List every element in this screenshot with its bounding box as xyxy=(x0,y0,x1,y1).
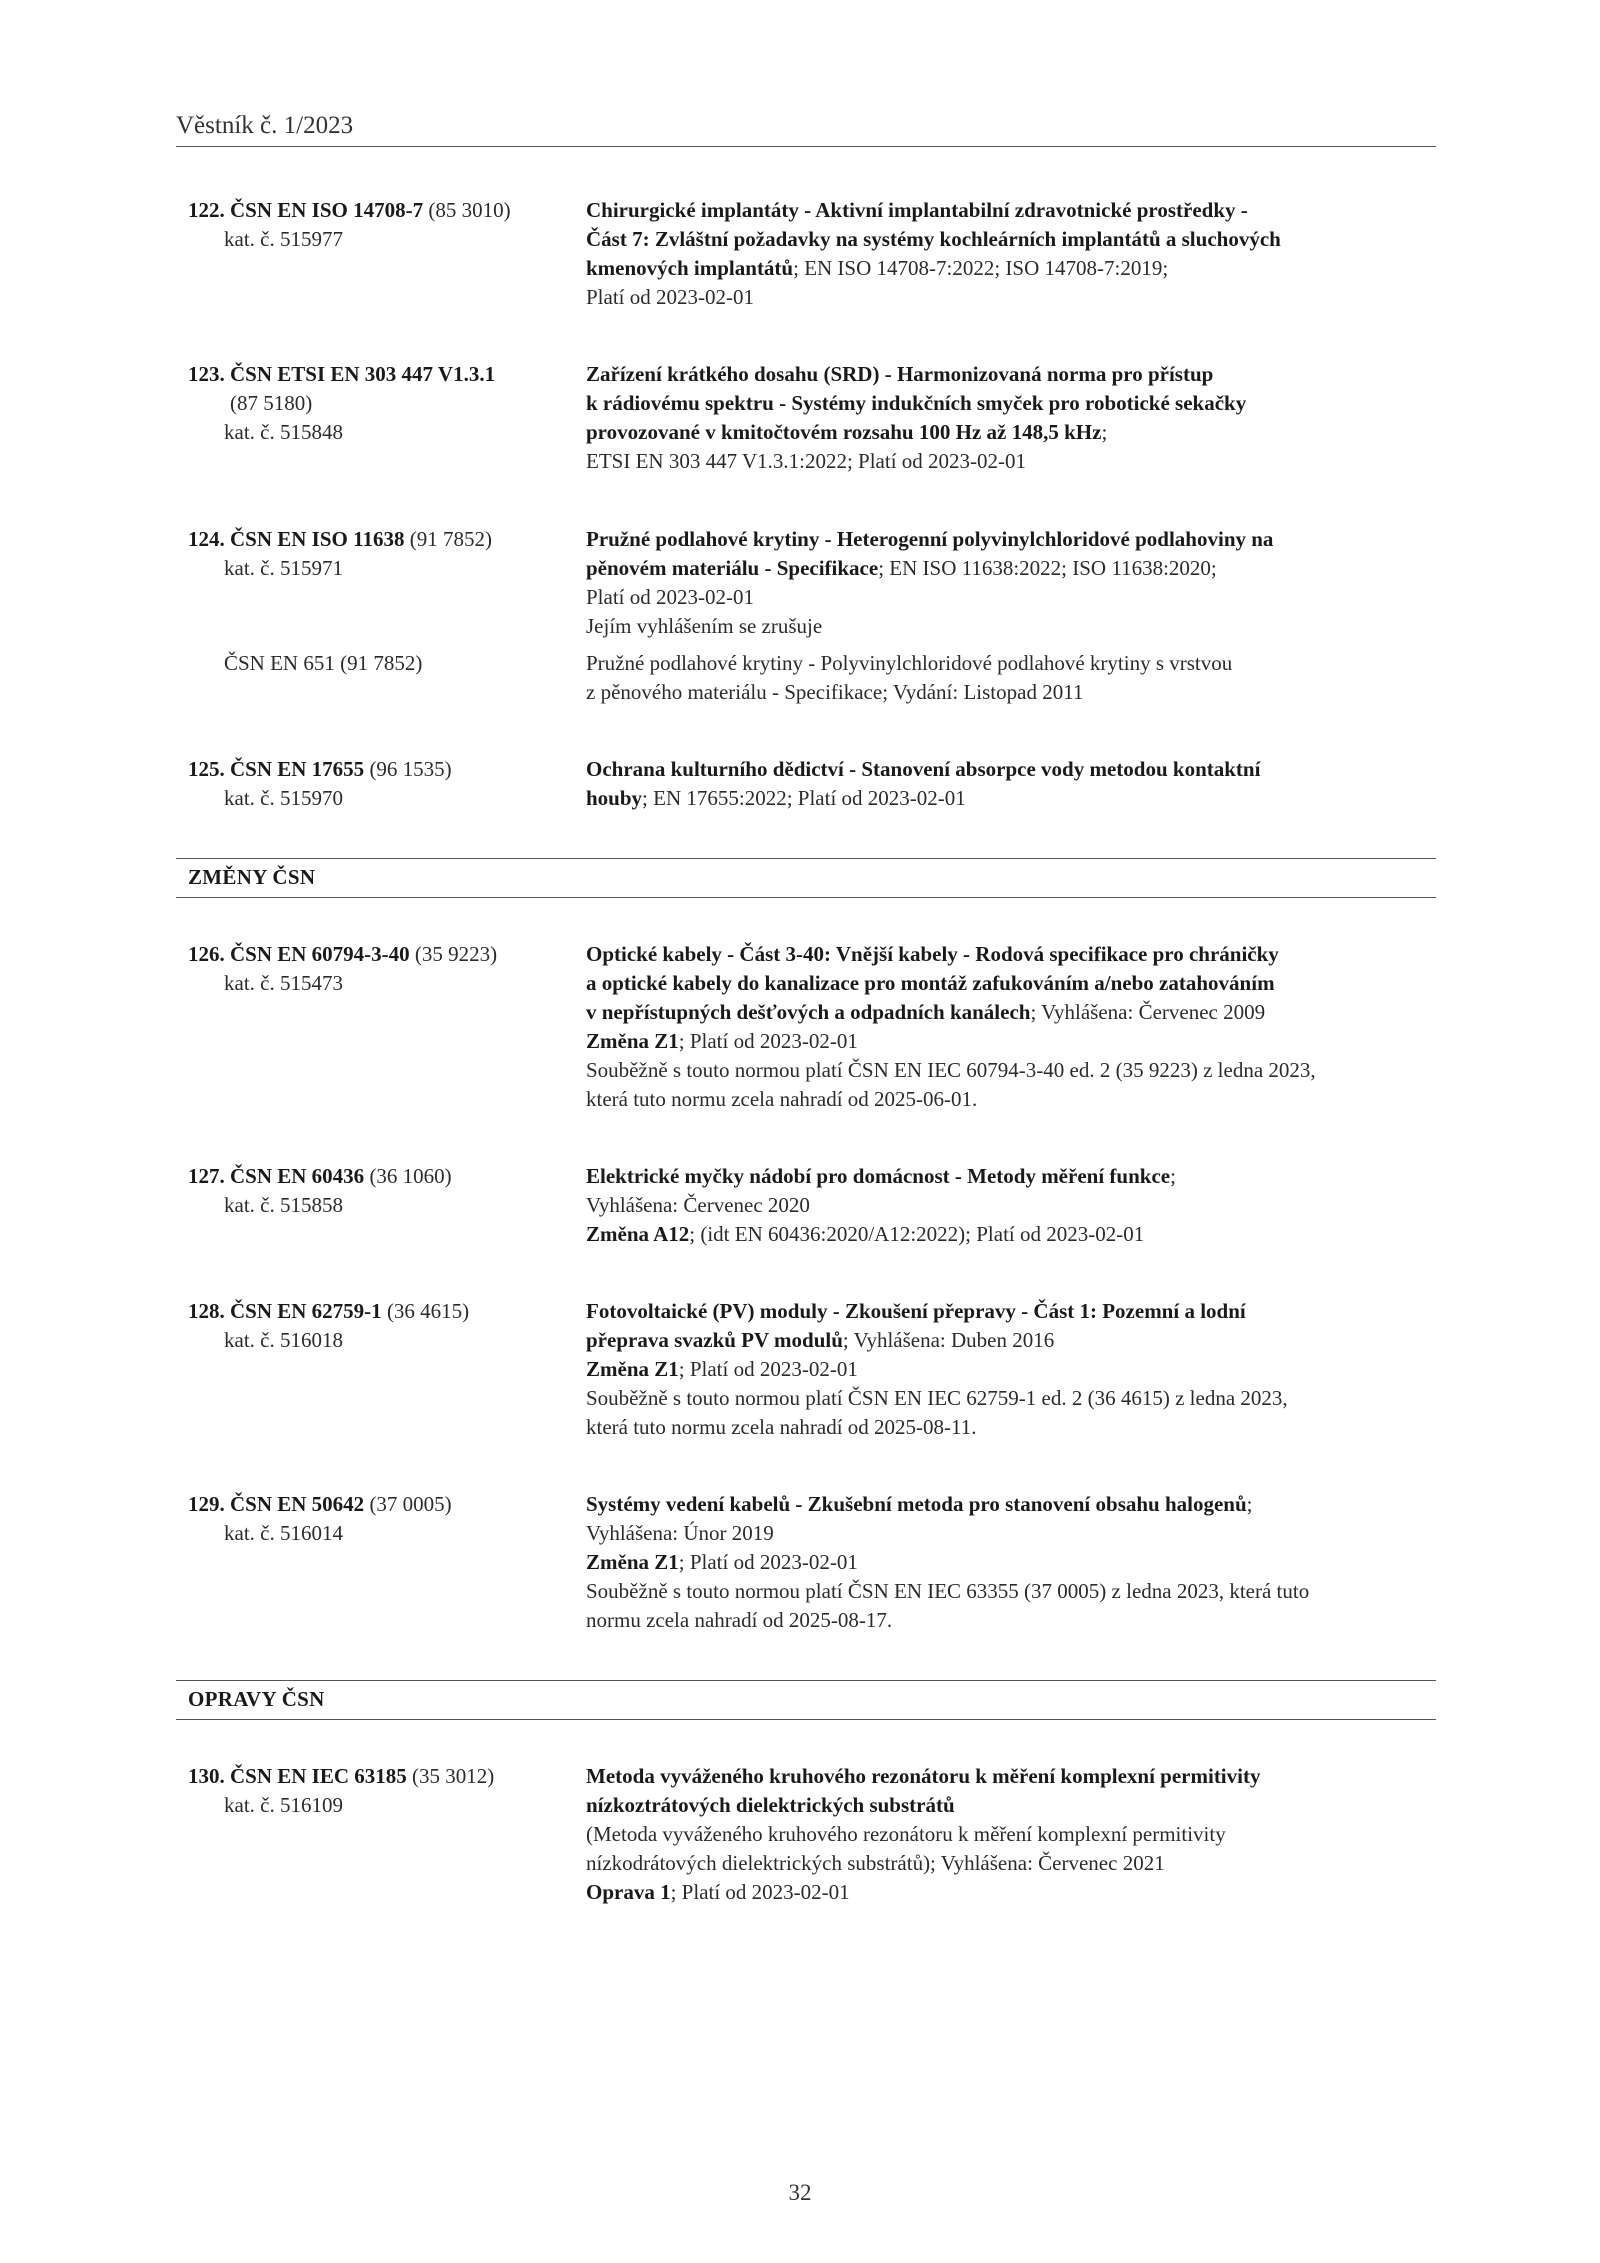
punctuation: ; xyxy=(1101,420,1108,444)
parallel-validity-note: Souběžně s touto normou platí ČSN EN IEC 63355 (37 0005) z ledna 2023, která tuto xyxy=(586,1579,1310,1603)
classification-code: (35 9223) xyxy=(409,942,498,966)
withdrawn-standard-number: ČSN EN 651 (91 7852) xyxy=(224,651,423,675)
standard-number: 125. ČSN EN 17655 xyxy=(188,757,365,781)
change-label: Změna Z1 xyxy=(586,1550,679,1574)
entry-description xyxy=(586,940,1438,1114)
replacement-note: Jejím vyhlášením se zrušuje xyxy=(586,614,823,638)
entry-id-column xyxy=(188,1762,578,1820)
classification-code: (37 0005) xyxy=(364,1492,452,1516)
standard-number: 130. ČSN EN IEC 63185 xyxy=(188,1764,407,1788)
issued-date: ; Vyhlášena: Duben 2016 xyxy=(842,1328,1055,1352)
parallel-validity-note: normu zcela nahradí od 2025-08-17. xyxy=(586,1608,893,1632)
issued-date: ; Vyhlášena: Červenec 2009 xyxy=(1030,1000,1266,1024)
valid-from: ; (idt EN 60436:2020/A12:2022); Platí od 2023-02-01 xyxy=(689,1222,1145,1246)
standard-title-line: Chirurgické implantáty - Aktivní implantabilní zdravotnické prostředky - xyxy=(586,198,1248,222)
standard-number: 126. ČSN EN 60794-3-40 xyxy=(188,942,410,966)
standard-refs: ETSI EN 303 447 V1.3.1:2022; Platí od 2023-02-01 xyxy=(586,449,1027,473)
catalog-number: kat. č. 515970 xyxy=(224,786,343,810)
standard-title-line: a optické kabely do kanalizace pro montáž zafukováním a/nebo zatahováním xyxy=(586,971,1275,995)
valid-from: ; Platí od 2023-02-01 xyxy=(678,1029,858,1053)
catalog-number: kat. č. 515977 xyxy=(224,227,343,251)
change-label: Změna Z1 xyxy=(586,1029,679,1053)
valid-from: ; Platí od 2023-02-01 xyxy=(670,1880,850,1904)
entry-id-column xyxy=(188,1490,578,1548)
entry-id-column xyxy=(188,360,578,447)
standard-title-line: kmenových implantátů xyxy=(586,256,794,280)
catalog-number: kat. č. 515473 xyxy=(224,971,343,995)
entry-id-column xyxy=(188,940,578,998)
valid-from: Platí od 2023-02-01 xyxy=(586,585,754,609)
standard-title-line: Část 7: Zvláštní požadavky na systémy kochleárních implantátů a sluchových xyxy=(586,227,1281,251)
withdrawn-standard-title: Pružné podlahové krytiny - Polyvinylchloridové podlahové krytiny s vrstvou xyxy=(586,651,1233,675)
entry-description xyxy=(586,196,1438,312)
entry-description xyxy=(586,1490,1438,1635)
standard-title-line: Metoda vyváženého kruhového rezonátoru k měření komplexní permitivity xyxy=(586,1764,1261,1788)
standard-number: 122. ČSN EN ISO 14708-7 xyxy=(188,198,424,222)
standard-refs: ; EN ISO 11638:2022; ISO 11638:2020; xyxy=(878,556,1217,580)
page-number: 32 xyxy=(788,2180,812,2205)
standard-number: 127. ČSN EN 60436 xyxy=(188,1164,365,1188)
correction-label: Oprava 1 xyxy=(586,1880,671,1904)
change-label: Změna Z1 xyxy=(586,1357,679,1381)
original-title-line: nízkodrátových dielektrických substrátů); Vyhlášena: Červenec 2021 xyxy=(586,1851,1165,1875)
standard-title-line: Ochrana kulturního dědictví - Stanovení absorpce vody metodou kontaktní xyxy=(586,757,1261,781)
entry-description xyxy=(586,1762,1438,1907)
punctuation: ; xyxy=(1246,1492,1253,1516)
issued-date: Vyhlášena: Červenec 2020 xyxy=(586,1193,810,1217)
original-title-line: (Metoda vyváženého kruhového rezonátoru k měření komplexní permitivity xyxy=(586,1822,1226,1846)
entry-id-column xyxy=(188,755,578,813)
standard-title-line: v nepřístupných dešťových a odpadních kanálech xyxy=(586,1000,1031,1024)
entry-id-column xyxy=(188,1162,578,1220)
entry-description xyxy=(586,525,1438,707)
catalog-number: kat. č. 516109 xyxy=(224,1793,343,1817)
entry-description xyxy=(586,360,1438,476)
parallel-validity-note: která tuto normu zcela nahradí od 2025-06-01. xyxy=(586,1087,978,1111)
standard-title-line: Optické kabely - Část 3-40: Vnější kabely - Rodová specifikace pro chráničky xyxy=(586,942,1279,966)
section-title: OPRAVY ČSN xyxy=(188,1687,325,1711)
entry-id-column xyxy=(188,525,578,675)
standard-title-line: přeprava svazků PV modulů xyxy=(586,1328,843,1352)
classification-code: (35 3012) xyxy=(406,1764,495,1788)
entry-id-column xyxy=(188,1297,578,1355)
parallel-validity-note: Souběžně s touto normou platí ČSN EN IEC 62759-1 ed. 2 (36 4615) z ledna 2023, xyxy=(586,1386,1288,1410)
standard-number: 128. ČSN EN 62759-1 xyxy=(188,1299,382,1323)
section-heading-changes xyxy=(176,858,1436,898)
change-label: Změna A12 xyxy=(586,1222,690,1246)
parallel-validity-note: Souběžně s touto normou platí ČSN EN IEC 60794-3-40 ed. 2 (35 9223) z ledna 2023, xyxy=(586,1058,1316,1082)
standard-title-line: houby xyxy=(586,786,643,810)
section-heading-corrections xyxy=(176,1680,1436,1720)
entry-description xyxy=(586,1297,1438,1442)
valid-from: ; Platí od 2023-02-01 xyxy=(678,1357,858,1381)
standard-refs: ; EN 17655:2022; Platí od 2023-02-01 xyxy=(642,786,966,810)
catalog-number: kat. č. 516018 xyxy=(224,1328,343,1352)
classification-code: (85 3010) xyxy=(423,198,511,222)
classification-code: (91 7852) xyxy=(404,527,492,551)
catalog-number: kat. č. 515858 xyxy=(224,1193,343,1217)
classification-code: (87 5180) xyxy=(230,391,313,415)
classification-code: (36 1060) xyxy=(364,1164,452,1188)
standard-title-line: Zařízení krátkého dosahu (SRD) - Harmonizovaná norma pro přístup xyxy=(586,362,1214,386)
entry-description xyxy=(586,755,1438,813)
standard-title-line: Fotovoltaické (PV) moduly - Zkoušení přepravy - Část 1: Pozemní a lodní xyxy=(586,1299,1246,1323)
running-header: Věstník č. 1/2023 xyxy=(176,112,354,139)
entry-description xyxy=(586,1162,1438,1249)
issued-date: Vyhlášena: Únor 2019 xyxy=(586,1521,774,1545)
standard-title-line: k rádiovému spektru - Systémy indukčních smyček pro robotické sekačky xyxy=(586,391,1247,415)
punctuation: ; xyxy=(1170,1164,1176,1188)
standard-title-line: nízkoztrátových dielektrických substrátů xyxy=(586,1793,955,1817)
standard-number: 123. ČSN ETSI EN 303 447 V1.3.1 xyxy=(188,362,496,386)
withdrawn-standard-title: z pěnového materiálu - Specifikace; Vydání: Listopad 2011 xyxy=(586,680,1084,704)
catalog-number: kat. č. 515971 xyxy=(224,556,343,580)
standard-title-line: Elektrické myčky nádobí pro domácnost - Metody měření funkce xyxy=(586,1164,1171,1188)
standard-title-line: pěnovém materiálu - Specifikace xyxy=(586,556,879,580)
standard-number: 124. ČSN EN ISO 11638 xyxy=(188,527,405,551)
classification-code: (36 4615) xyxy=(381,1299,470,1323)
standard-number: 129. ČSN EN 50642 xyxy=(188,1492,365,1516)
entry-id-column xyxy=(188,196,578,254)
valid-from: Platí od 2023-02-01 xyxy=(586,285,754,309)
classification-code: (96 1535) xyxy=(364,757,452,781)
catalog-number: kat. č. 516014 xyxy=(224,1521,343,1545)
standard-title-line: Pružné podlahové krytiny - Heterogenní polyvinylchloridové podlahoviny na xyxy=(586,527,1274,551)
valid-from: ; Platí od 2023-02-01 xyxy=(678,1550,858,1574)
catalog-number: kat. č. 515848 xyxy=(224,420,343,444)
standard-refs: ; EN ISO 14708-7:2022; ISO 14708-7:2019; xyxy=(793,256,1169,280)
standard-title-line: provozované v kmitočtovém rozsahu 100 Hz až 148,5 kHz xyxy=(586,420,1102,444)
standard-title-line: Systémy vedení kabelů - Zkušební metoda pro stanovení obsahu halogenů xyxy=(586,1492,1247,1516)
section-title: ZMĚNY ČSN xyxy=(188,865,316,889)
header-rule xyxy=(176,146,1436,147)
parallel-validity-note: která tuto normu zcela nahradí od 2025-08-11. xyxy=(586,1415,977,1439)
